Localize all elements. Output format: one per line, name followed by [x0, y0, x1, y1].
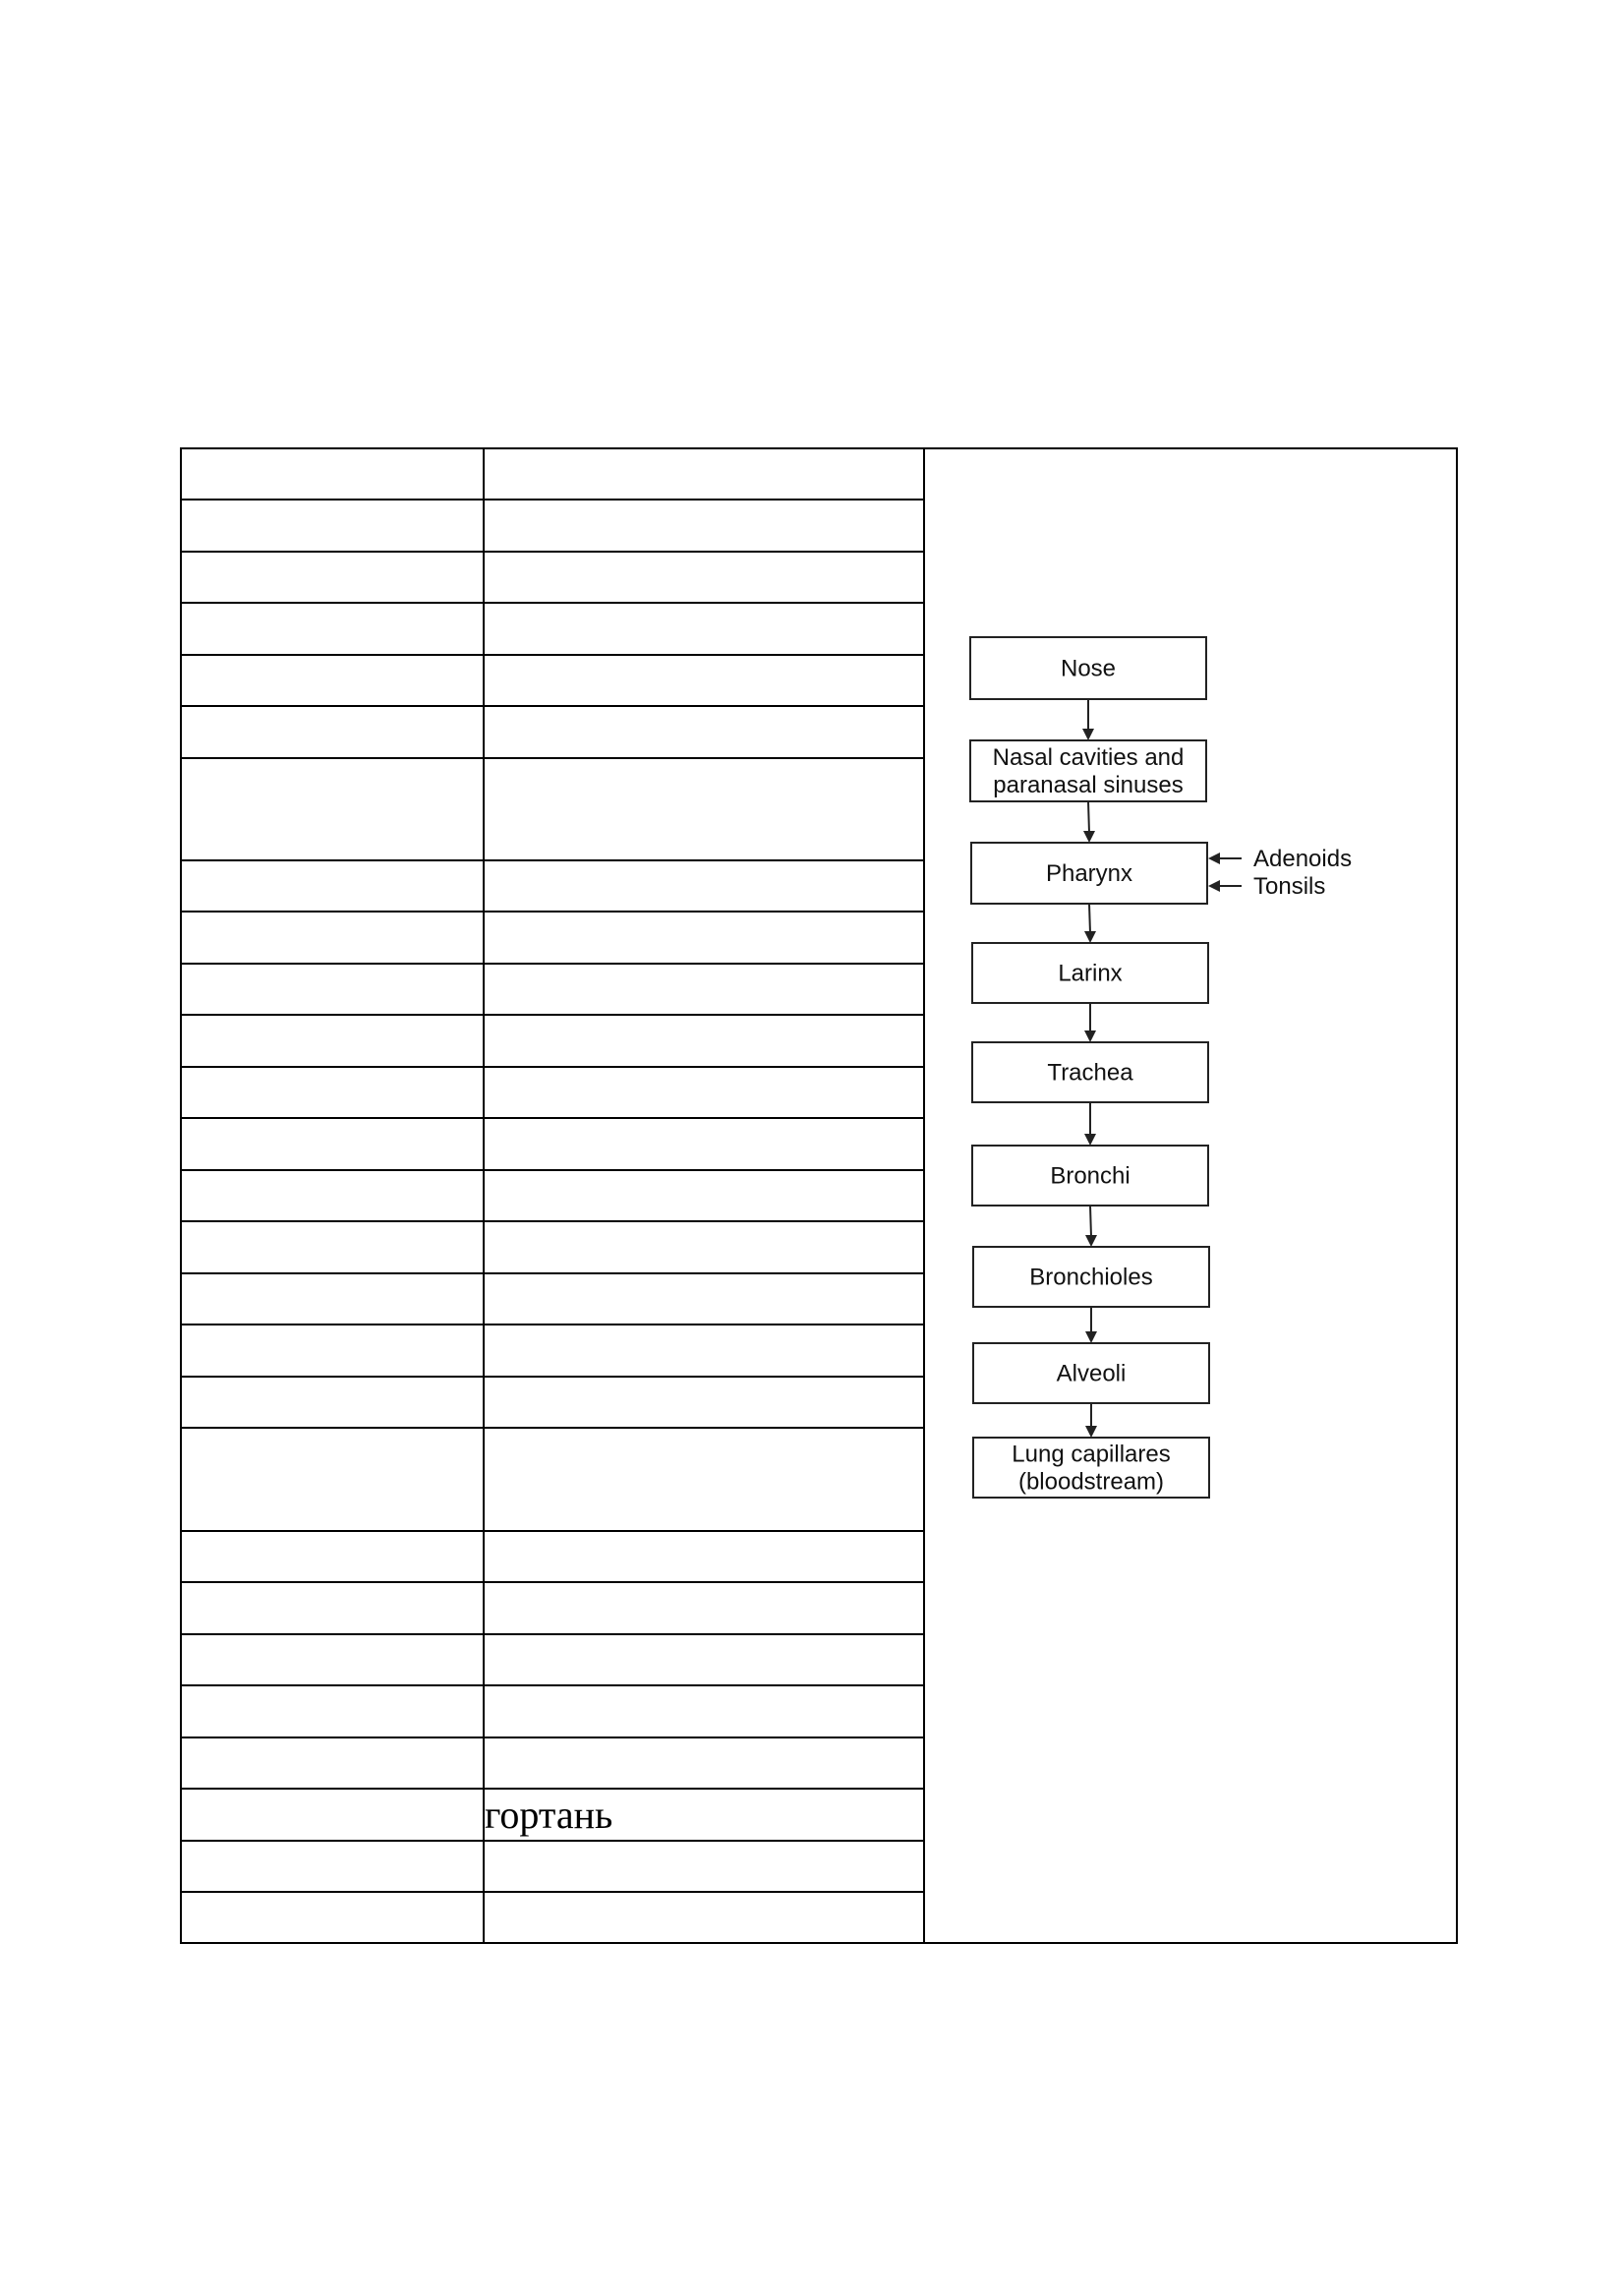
term-cell [181, 1582, 484, 1634]
term-cell [181, 552, 484, 603]
translation-cell [484, 1067, 924, 1118]
flow-connector [1084, 1003, 1096, 1042]
flow-connector [1082, 699, 1094, 740]
term-cell [181, 1273, 484, 1325]
translation-cell [484, 758, 924, 860]
translation-cell [484, 603, 924, 655]
term-cell [181, 1531, 484, 1582]
flow-arrowhead [1083, 831, 1095, 843]
flow-node-label: Larinx [1058, 960, 1123, 987]
flow-connector [1083, 801, 1095, 843]
flow-arrowhead [1084, 1134, 1096, 1146]
flow-connector [1085, 1403, 1097, 1438]
flow-node-larinx [972, 943, 1208, 1003]
translation-cell [484, 1170, 924, 1221]
flow-node-pharynx [971, 843, 1207, 904]
side-arrowhead [1208, 853, 1220, 864]
translation-cell [484, 500, 924, 552]
term-cell [181, 912, 484, 964]
flow-node-trachea [972, 1042, 1208, 1102]
flow-node-nose [970, 637, 1206, 699]
term-cell [181, 1737, 484, 1789]
translation-cell [484, 1841, 924, 1892]
side-arrowhead [1208, 880, 1220, 892]
translation-cell [484, 1118, 924, 1170]
flow-connector [1084, 1102, 1096, 1146]
translation-cell [484, 964, 924, 1015]
translation-cell [484, 1428, 924, 1531]
flow-node-label: Nasal cavities and [992, 744, 1185, 771]
term-cell [181, 1789, 484, 1841]
side-label: Tonsils [1253, 873, 1326, 900]
flow-arrowhead [1084, 931, 1096, 943]
table-row [181, 448, 1457, 500]
term-cell [181, 758, 484, 860]
term-cell [181, 1634, 484, 1685]
translation-cell [484, 1582, 924, 1634]
term-cell [181, 706, 484, 758]
term-cell [181, 1015, 484, 1067]
translation-cell [484, 912, 924, 964]
translation-cell [484, 1221, 924, 1273]
diagram-cell [924, 448, 1457, 1943]
flow-connector-line [1089, 904, 1090, 933]
vocabulary-sheet [180, 447, 1456, 2004]
term-cell [181, 1841, 484, 1892]
flow-arrowhead [1085, 1331, 1097, 1343]
flow-node-label: Bronchioles [1029, 1264, 1153, 1291]
term-cell [181, 1685, 484, 1737]
flowchart-svg [925, 449, 1456, 2002]
flow-node-label: (bloodstream) [1017, 1468, 1165, 1496]
term-cell [181, 1325, 484, 1377]
flow-arrowhead [1085, 1426, 1097, 1438]
term-cell [181, 964, 484, 1015]
translation-cell [484, 860, 924, 912]
translation-cell [484, 1377, 924, 1428]
translation-cell: гортань [484, 1789, 924, 1841]
term-cell [181, 1892, 484, 1943]
term-cell [181, 1170, 484, 1221]
term-cell [181, 860, 484, 912]
respiratory-tract-flowchart [925, 449, 1456, 2002]
side-arrow-adenoids [1208, 846, 1352, 872]
translation-cell [484, 1892, 924, 1943]
flow-connector-line [1088, 801, 1089, 833]
translation-cell [484, 1685, 924, 1737]
term-cell [181, 655, 484, 706]
translation-cell [484, 1325, 924, 1377]
flow-node-label: Trachea [1047, 1059, 1133, 1087]
flow-connector-line [1090, 1206, 1091, 1237]
side-arrow-tonsils [1208, 873, 1325, 900]
translation-cell [484, 655, 924, 706]
flow-node-capillares [973, 1438, 1209, 1498]
term-cell [181, 1428, 484, 1531]
flow-arrowhead [1082, 729, 1094, 740]
flow-node-label: Bronchi [1050, 1162, 1130, 1190]
term-cell [181, 603, 484, 655]
term-cell [181, 1221, 484, 1273]
flow-arrowhead [1085, 1235, 1097, 1247]
translation-cell [484, 552, 924, 603]
flow-arrowhead [1084, 1030, 1096, 1042]
translation-cell [484, 448, 924, 500]
translation-cell [484, 1273, 924, 1325]
translation-cell [484, 1531, 924, 1582]
flow-node-label: Pharynx [1045, 860, 1133, 887]
term-cell [181, 1118, 484, 1170]
translation-cell [484, 1634, 924, 1685]
flow-connector [1084, 904, 1096, 943]
term-cell [181, 448, 484, 500]
translation-cell [484, 1015, 924, 1067]
flow-node-label: Alveoli [1056, 1360, 1127, 1387]
term-cell [181, 1377, 484, 1428]
term-cell [181, 1067, 484, 1118]
flow-node-label: paranasal sinuses [993, 772, 1184, 798]
flow-node-label: Nose [1060, 655, 1117, 682]
flow-node-bronchi [972, 1146, 1208, 1206]
translation-cell [484, 1737, 924, 1789]
translation-cell [484, 706, 924, 758]
vocabulary-table [180, 447, 1458, 1944]
flow-node-label: Lung capillares [1012, 1441, 1171, 1468]
flow-node-alveoli [973, 1343, 1209, 1403]
vocabulary-table-body [181, 448, 1457, 1943]
flow-node-nasal [970, 740, 1206, 801]
term-cell [181, 500, 484, 552]
flow-node-bronchioles [973, 1247, 1209, 1307]
side-label: Adenoids [1253, 846, 1353, 872]
flow-connector [1085, 1206, 1097, 1247]
flow-connector [1085, 1307, 1097, 1343]
